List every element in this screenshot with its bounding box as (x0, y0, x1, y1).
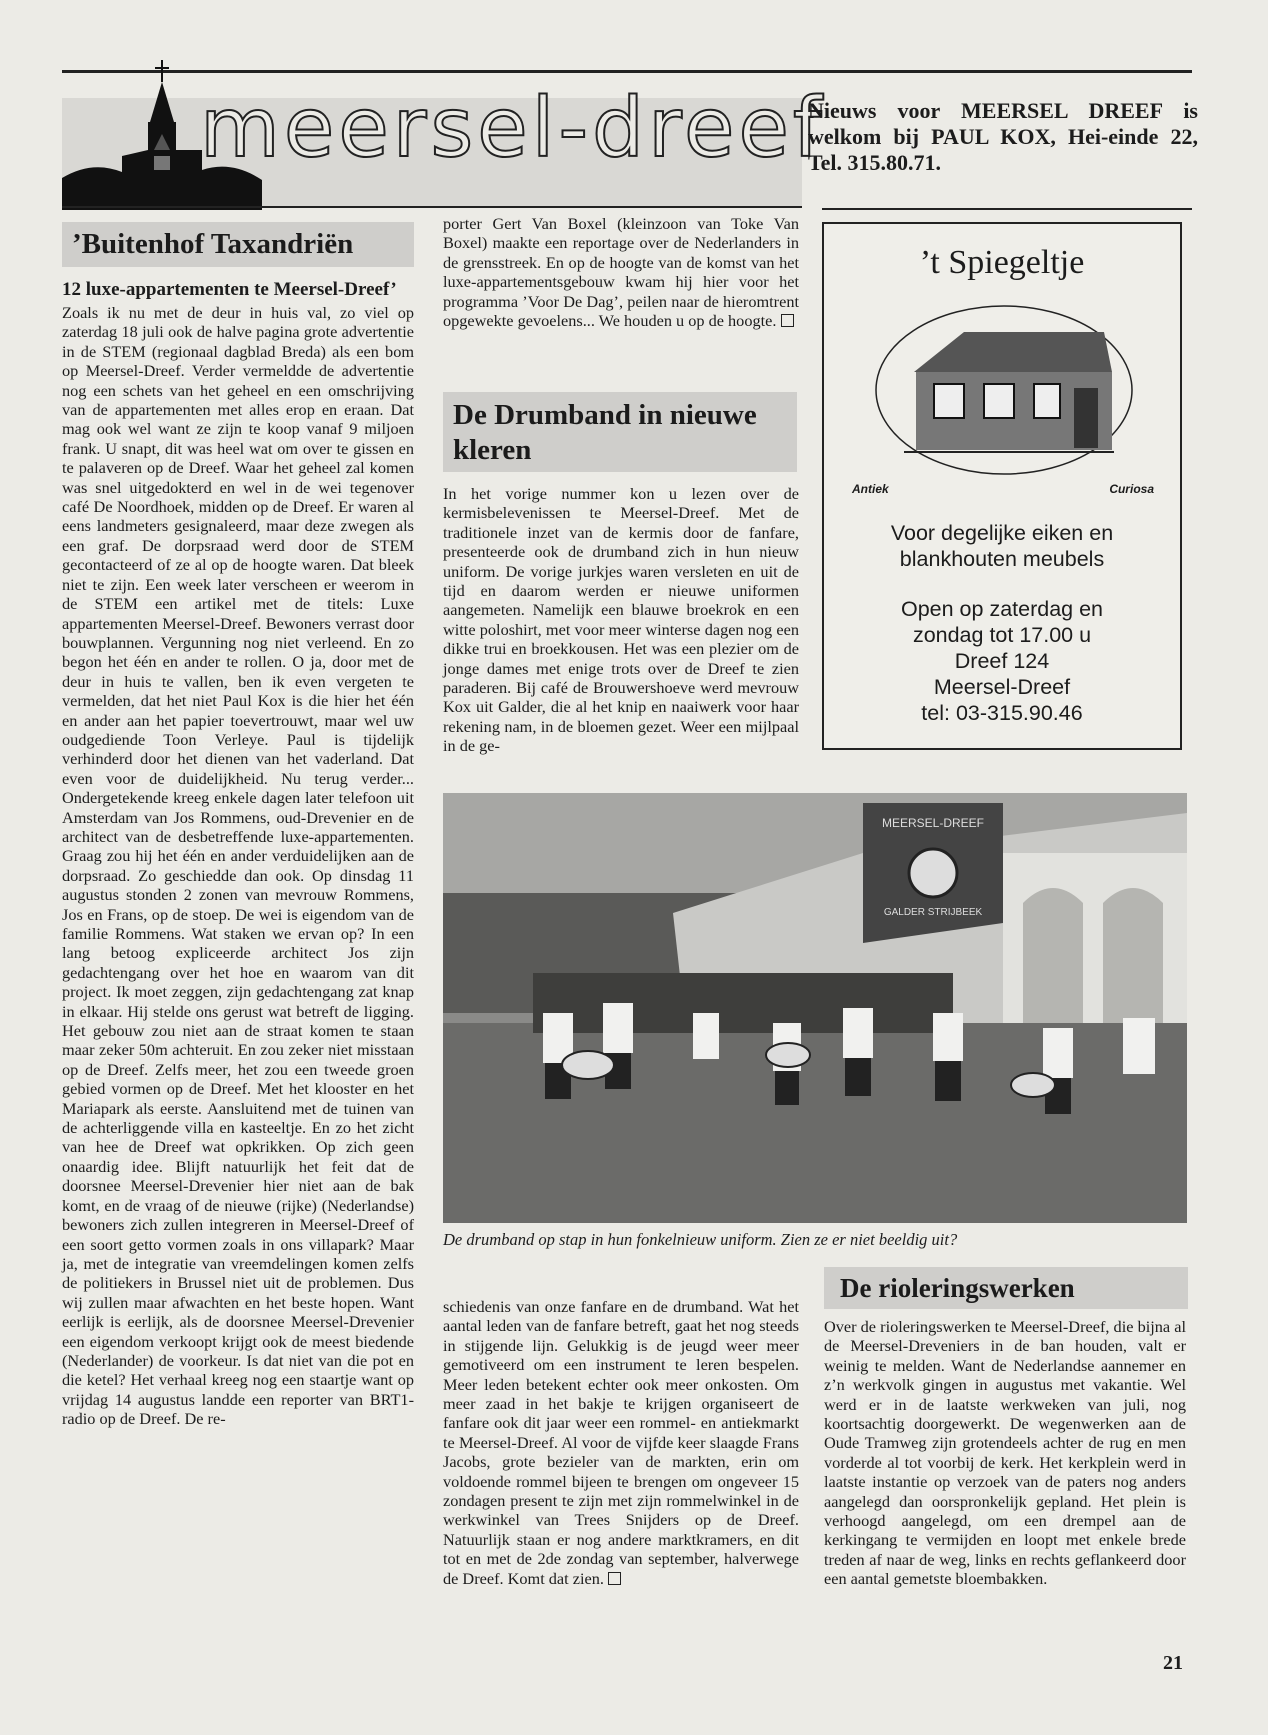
drumband-body: In het vorige nummer kon u lezen over de kermisbelevenissen te Meersel-Dreef. Met de traditionele inzet van de kermis door de fanfare, presenteerde ook de drumband zich in hun nieuw uniform. De vorige jurkjes waren versleten en uit de tijd en daarom werden er nieuwe uniformen aangemeten. Namelijk een blauwe broekrok en een witte poloshirt, met voor meer winterse dagen nog een dikke trui en broekkousen. Het was een plezier om de jonge dames met enige trots over de Dreef te zien paraderen. Bij café de Brouwershoeve werd mevrouw Kox uit Galder, die al het knip en naaiwerk voor haar rekening nam, in de bloemen gezet. Weer een mijlpaal in de ge- (443, 484, 799, 756)
advert-line: blankhouten meubels (899, 547, 1105, 571)
buitenhof-continuation (443, 214, 799, 330)
drumband-photo (443, 793, 1187, 1223)
advert-name: ’t Spiegeltje (919, 244, 1085, 281)
advert-line: Open op zaterdag en (900, 597, 1103, 621)
buitenhof-continuation-text: porter Gert Van Boxel (kleinzoon van Toke Van Boxel) maakte een reportage over de Nederlanders in de grensstreek. En op de hoogte van de komst van het luxe-appartementsgebouw kwam hij hier voor het programma ’Voor De Dag’, peilen naar de hieromtrent opgewekte gevoelens... We houden u op de hoogte. (443, 214, 799, 331)
drumband-column (443, 484, 799, 756)
advert-line: Voor degelijke eiken en (890, 521, 1114, 545)
buitenhof-subtitle: 12 luxe-appartementen te Meersel-Dreef’ (62, 279, 397, 300)
end-mark-icon (781, 314, 794, 327)
photo-sign-top: MEERSEL-DREEF (881, 816, 985, 830)
end-mark-icon (608, 1572, 621, 1585)
photo-caption: De drumband op stap in hun fonkelnieuw uniform. Zien ze er niet beeldig uit? (443, 1230, 958, 1249)
contact-notice: Nieuws voor MEERSEL DREEF is welkom bij PAUL KOX, Hei-einde 22, Tel. 315.80.71. (808, 98, 1198, 175)
advert-left-tag: Antiek (852, 482, 889, 496)
page-number: 21 (1163, 1652, 1183, 1674)
drumband-continuation (443, 1297, 799, 1588)
advert-line: Dreef 124 (954, 649, 1050, 673)
shop-drawing-icon (874, 302, 1134, 477)
masthead-title: meersel-dreef (200, 81, 826, 176)
riolering-column (824, 1317, 1186, 1589)
advert-line: zondag tot 17.00 u (912, 623, 1092, 647)
contact-rule (822, 208, 1192, 210)
advert-line: tel: 03-315.90.46 (921, 701, 1083, 725)
masthead-rule (62, 206, 802, 208)
buitenhof-heading: ’Buitenhof Taxandriën (62, 222, 414, 267)
drumband-heading: De Drumband in nieuwe kleren (443, 392, 797, 472)
buitenhof-body: Zoals ik nu met de deur in huis val, zo viel op zaterdag 18 juli ook de halve pagina grote advertentie in de STEM (regionaal dagblad Breda) als een bom op Meersel-Dreef. Verder vermeldde de advertentie nog een schets van het geheel en een omschrijving van de appartementen met alles erop en eraan. Dat mag ook wel want ze zijn te koop vanaf 9 miljoen frank. U snapt, dit was heel wat om over te gissen en te palaveren op de Dreef. Waar het geheel zal komen was snel uitgedokterd en wel in de wei tegenover café De Noordhoek, midden op de Dreef. Er waren al eens landmeters gesignaleerd, maar deze zwegen als een graf. De dorpsraad werd door de STEM gecontacteerd of ze al op de hoogte waren. Dat bleek niet te zijn. Een week later verscheen er weerom in de STEM een artikel met de titels: Luxe appartementen Meersel-Dreef. Bewoners verrast door bouwplannen. Vergunning nog niet verleend. En zo begon het één en ander te rollen. O ja, door met de deur in huis te vallen, ben ik even vergeten te vermelden, dat het niet Paul Kox is die hier het één en ander aan het papier toevertrouwt, maar wel uw oudgediende Toon Verleye. Paul is tijdelijk verhinderd door het dienen van het vaderland. Dat even voor de duidelijkheid. Nu terug verder... Ondergetekende kreeg enkele dagen later telefoon uit Amsterdam van Jos Rommens, oud-Drevenier en de architect van de desbetreffende luxe-appartementen. Graag zou hij het één en ander verduidelijken aan de dorpsraad. Zo geschiedde dan ook. Op dinsdag 11 augustus stonden 2 zonen van mevrouw Rommens, Jos en Frans, op de stoep. De wei is eigendom van de familie Rommens. Wat staken we ervan op? In een lang betoog expliceerde architect Jos zijn gedachtengang over het hoe en waarom van dit project. Ik moet zeggen, zijn gedachtengang zat knap in elkaar. Hij stelde ons gerust wat betreft de ligging. Het gebouw zou niet aan de straat komen te staan maar zeker 50m achteruit. En zou zeker niet misstaan op de Dreef. Zelfs meer, het zou een tweede groen gebied vormen op de Dreef. Met het klooster en het Mariapark als eerste. Aansluitend met de tuinen van de achterliggende villa en kasteeltje. En zo het zicht van hee de Dreef wat opkrikken. Op zich geen onaardig idee. Blijft natuurlijk het feit dat de doorsnee Meersel-Drevenier hier niet aan de bak komt, en de vraag of de nieuwe (rijke) (Nederlandse) bewoners zich zullen integreren in Meersel-Dreef of een soort getto vormen zoals in ons villapark? Maar ja, met de integratie van vreemdelingen komen zelfs de politiekers in Brussel niet uit de problemen. Dus wij zullen maar afwachten en het beste hopen. Want eerlijk is eerlijk, als de doorsnee Meersel-Drevenier een eigendom verkoopt krijgt ook de meest biedende (Nederlander) de voorkeur. Is dat niet van die pot en die ketel? Het verhaal kreeg nog een staartje want op vrijdag 14 augustus landde een reporter van BRT1-radio op de Dreef. De re- (62, 303, 414, 1429)
advert-right-tag: Curiosa (1109, 482, 1154, 496)
spiegeltje-advert (822, 222, 1182, 750)
drumband-photo-drawing (443, 793, 1187, 1223)
riolering-body: Over de rioleringswerken te Meersel-Dreef, die bijna al de Meersel-Dreveniers in de ban houden, valt er weinig te melden. Want de Nederlandse aannemer en z’n werkvolk gingen in augustus met vakantie. Wel werd er in de laatste werkweken van juli, nog koortsachtig doorgewerkt. De wegenwerken aan de Oude Tramweg zijn grotendeels achter de rug en men vorderde al tot voorbij de kerk. Het kerkplein werd in laatste instantie op verzoek van de paters nog anders aangelegd dan oorspronkelijk gepland. Het plein is verhoogd aangelegd, om een drempel aan de kerkingang te vermijden en loopt met enkele brede treden af naar de weg, links en rechts geflankeerd door een aantal gemetste bloembakken. (824, 1317, 1186, 1589)
riolering-heading: De rioleringswerken (824, 1267, 1188, 1309)
photo-sign-bottom: GALDER STRIJBEEK (883, 907, 983, 918)
drumband-continuation-text: schiedenis van onze fanfare en de drumband. Wat het aantal leden van de fanfare betreft, gaat het nog steeds in stijgende lijn. Gelukkig is de jeugd weer meer gemotiveerd om een instrument te leren bespelen. Meer leden betekent echter ook meer onkosten. Om meer zaad in het bakje te krijgen organiseert de fanfare ook dit jaar weer een rommel- en antiekmarkt te Meersel-Dreef. Al voor de vijfde keer slaagde Frans Jacobs, grote bezieler van de markten, erin om voldoende rommel bijeen te brengen om ongeveer 15 zondagen present te zijn met zijn rommelwinkel in de werkwinkel van Trees Snijders op de Dreef. Natuurlijk staan er nog andere marktkramers, en dit tot en met de 2de zondag van september, halverwege de Dreef. Komt dat zien. (443, 1297, 799, 1588)
advert-line: Meersel-Dreef (933, 675, 1071, 699)
buitenhof-column (62, 278, 414, 1429)
